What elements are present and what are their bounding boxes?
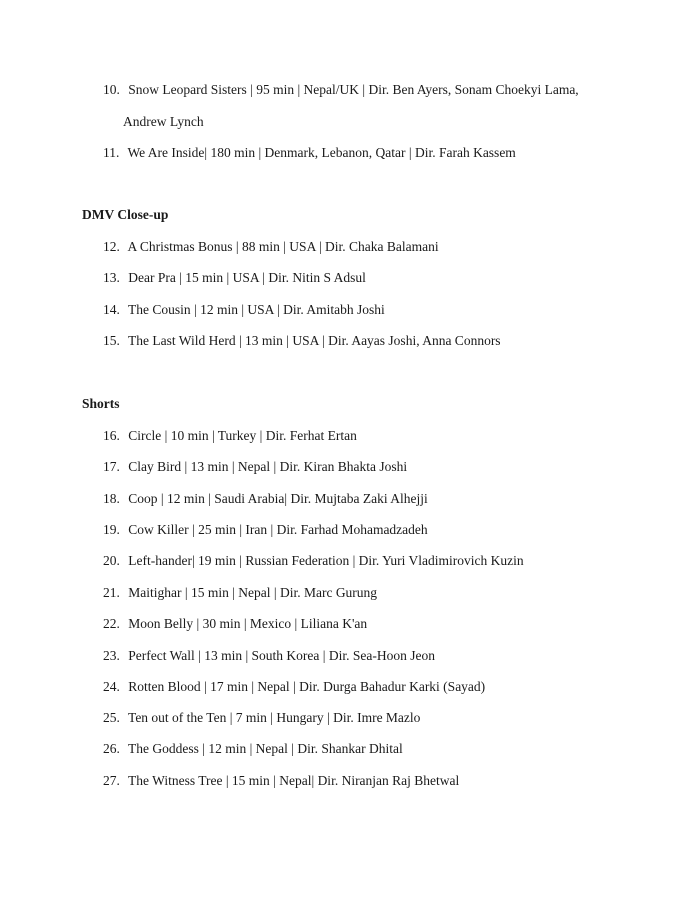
list-item [103, 521, 428, 539]
item-text: Snow Leopard Sisters | 95 min | Nepal/UK | Dir. Ben Ayers, Sonam Choekyi Lama, [128, 82, 579, 97]
item-number: 13. [103, 270, 120, 285]
item-text: Rotten Blood | 17 min | Nepal | Dir. Durga Bahadur Karki (Sayad) [128, 679, 486, 694]
list-item [103, 615, 367, 633]
list-item [103, 458, 407, 476]
item-text: Clay Bird | 13 min | Nepal | Dir. Kiran Bhakta Joshi [128, 459, 408, 474]
item-number: 18. [103, 491, 120, 506]
item-number: 27. [103, 773, 120, 788]
item-number: 15. [103, 333, 120, 348]
item-number: 26. [103, 741, 120, 756]
item-text: Left-hander| 19 min | Russian Federation | Dir. Yuri Vladimirovich Kuzin [128, 553, 524, 568]
item-text: The Witness Tree | 15 min | Nepal| Dir. Niranjan Raj Bhetwal [128, 773, 460, 788]
item-text: Cow Killer | 25 min | Iran | Dir. Farhad Mohamadzadeh [128, 522, 428, 537]
item-number: 12. [103, 239, 120, 254]
item-number: 17. [103, 459, 120, 474]
item-text: Moon Belly | 30 min | Mexico | Liliana K'an [128, 616, 368, 631]
section-heading: Shorts [82, 396, 120, 411]
list-item [103, 584, 377, 602]
item-text: Circle | 10 min | Turkey | Dir. Ferhat Ertan [128, 428, 357, 443]
item-number: 16. [103, 428, 120, 443]
item-text: A Christmas Bonus | 88 min | USA | Dir. Chaka Balamani [127, 239, 439, 254]
list-item [103, 81, 579, 99]
item-text: The Cousin | 12 min | USA | Dir. Amitabh Joshi [128, 302, 385, 317]
list-item [103, 301, 385, 319]
item-text: Maitighar | 15 min | Nepal | Dir. Marc Gurung [128, 585, 378, 600]
list-item [103, 427, 357, 445]
list-item [103, 772, 459, 790]
list-item [103, 269, 366, 287]
list-item [103, 740, 403, 758]
item-number: 22. [103, 616, 120, 631]
list-item [103, 144, 516, 162]
list-item [103, 678, 485, 696]
list-item [103, 490, 428, 508]
item-number: 24. [103, 679, 120, 694]
item-text: Dear Pra | 15 min | USA | Dir. Nitin S Adsul [128, 270, 366, 285]
item-number: 20. [103, 553, 120, 568]
item-text: We Are Inside| 180 min | Denmark, Lebanon, Qatar | Dir. Farah Kassem [127, 145, 516, 160]
list-item [103, 552, 524, 570]
list-item [103, 332, 501, 350]
list-item [103, 709, 420, 727]
item-text: The Goddess | 12 min | Nepal | Dir. Shankar Dhital [128, 741, 403, 756]
item-number: 25. [103, 710, 120, 725]
list-item [103, 647, 435, 665]
item-text: The Last Wild Herd | 13 min | USA | Dir. Aayas Joshi, Anna Connors [128, 333, 501, 348]
item-number: 21. [103, 585, 120, 600]
item-number: 11. [103, 145, 120, 160]
item-number: 10. [103, 82, 120, 97]
item-number: 14. [103, 302, 120, 317]
item-text: Perfect Wall | 13 min | South Korea | Dir. Sea-Hoon Jeon [128, 648, 435, 663]
item-text: Coop | 12 min | Saudi Arabia| Dir. Mujtaba Zaki Alhejji [128, 491, 428, 506]
item-number: 19. [103, 522, 120, 537]
item-text: Ten out of the Ten | 7 min | Hungary | Dir. Imre Mazlo [128, 710, 421, 725]
list-item [103, 238, 439, 256]
item-continuation: Andrew Lynch [123, 114, 204, 129]
section-heading: DMV Close-up [82, 207, 169, 222]
item-number: 23. [103, 648, 120, 663]
